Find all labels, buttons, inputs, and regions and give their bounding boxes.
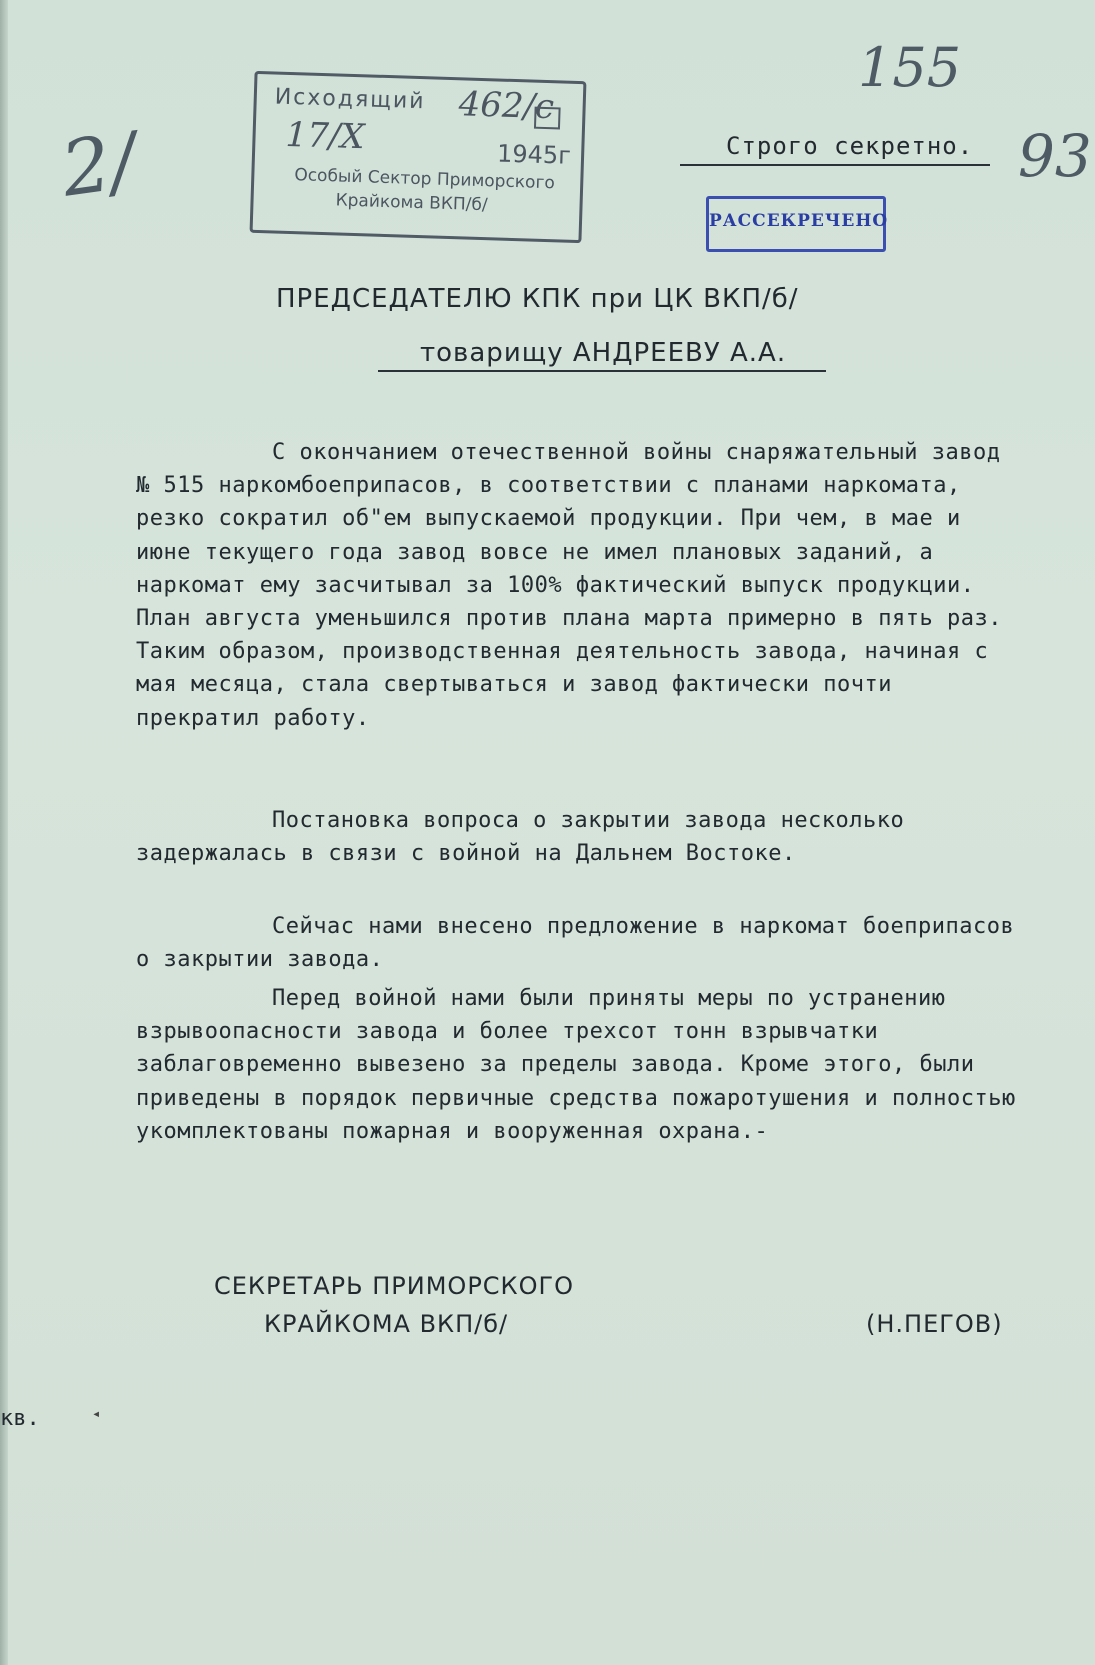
addressee-line2: товарищу АНДРЕЕВУ А.А. bbox=[420, 338, 787, 368]
handwritten-page-number: 93 bbox=[1018, 122, 1092, 190]
signature-title-line2: КРАЙКОМА ВКП/б/ bbox=[264, 1310, 509, 1338]
stamp-number: 462/с bbox=[458, 84, 555, 128]
body-paragraph-3: Сейчас нами внесено предложение в наркомат боеприпасов о закрытии завода. bbox=[136, 914, 1028, 973]
signature-title-line1: СЕКРЕТАРЬ ПРИМОРСКОГО bbox=[214, 1272, 574, 1300]
stamp-org-line2: Крайкома ВКП/б/ bbox=[335, 190, 488, 216]
classification-label: Строго секретно. bbox=[726, 132, 974, 160]
addressee-line1: ПРЕДСЕДАТЕЛЮ КПК при ЦК ВКП/б/ bbox=[276, 284, 799, 314]
stamp-label: Исходящий bbox=[274, 84, 426, 115]
stamp-year: 1945г bbox=[496, 139, 572, 170]
handwritten-mark: 2/ bbox=[56, 115, 142, 214]
stamp-org-line1: Особый Сектор Приморского bbox=[294, 165, 556, 194]
addressee-underline bbox=[378, 370, 826, 372]
body-paragraph-2: Постановка вопроса о закрытии завода несколько задержалась в связи с войной на Дальнем Востоке. bbox=[136, 808, 919, 867]
stamp-box bbox=[534, 107, 561, 130]
body-paragraph-4: Перед войной нами были приняты меры по устранению взрывоопасности завода и более трехсот тонн взрывчатки заблаговременно вывезено за пределы завода. Кроме этого, были приведены в порядок первичные средства пожаротушения и полностью укомплектованы пожарная и вооруженная охрана.- bbox=[136, 986, 1030, 1144]
classification-underline bbox=[680, 164, 990, 166]
margin-tick-mark: ◂ bbox=[92, 1406, 101, 1422]
signatory-name: (Н.ПЕГОВ) bbox=[866, 1310, 1003, 1338]
body-paragraph-1: С окончанием отечественной войны снаряжательный завод № 515 наркомбоеприпасов, в соответствии с планами наркомата, резко сократил об"ем выпускаемой продукции. При чем, в мае и июне текущего года завод вовсе не имел плановых заданий, а наркомат ему засчитывал за 100% фактический выпуск продукции. План августа уменьшился против плана марта примерно в пять раз. Таким образом, производственная деятельность завода, начиная с мая месяца, стала свертываться и завод фактически почти прекратил работу. bbox=[136, 440, 1016, 731]
declassified-stamp: РАССЕКРЕЧЕНО bbox=[706, 196, 886, 252]
margin-note: кв. bbox=[0, 1406, 40, 1431]
handwritten-archive-number: 155 bbox=[858, 36, 962, 99]
outgoing-registration-stamp bbox=[250, 71, 587, 243]
stamp-date: 17/X bbox=[285, 114, 366, 158]
